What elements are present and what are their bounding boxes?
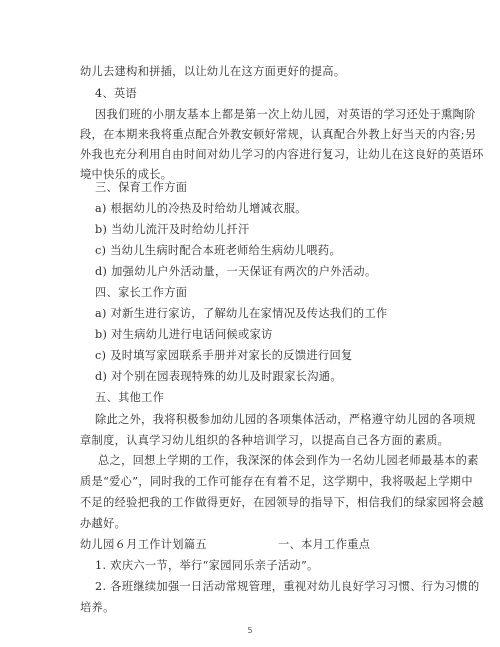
section-heading-english: 4、英语 bbox=[95, 87, 138, 100]
page-number: 5 bbox=[247, 626, 253, 635]
paragraph-line: 外我也充分利用自由时间对幼儿学习的内容进行复习，让幼儿在这良好的英语环 bbox=[80, 148, 484, 161]
paragraph-line: 办越好。 bbox=[80, 517, 127, 530]
paragraph-line: 2. 各班继续加强一日活动常规管理，重视对幼儿良好学习习惯、行为习惯的 bbox=[95, 580, 480, 593]
paragraph-line: 境中快乐的成长。 bbox=[80, 168, 173, 181]
list-item: a) 对新生进行家访，了解幼儿在家情况及传达我们的工作 bbox=[95, 307, 388, 320]
paragraph-line: 幼儿去建构和拼插，以让幼儿在这方面更好的提高。 bbox=[80, 65, 346, 78]
paragraph-line: 总之，回想上学期的工作，我深深的体会到作为一名幼儿园老师最基本的素 bbox=[98, 454, 479, 467]
plan-subheading: 一、本月工作重点 bbox=[278, 538, 371, 551]
paragraph-line: 除此之外，我将积极参加幼儿园的各项集体活动，严格遵守幼儿园的各项规 bbox=[95, 413, 476, 426]
plan-title: 幼儿园６月工作计划篇五 bbox=[80, 538, 207, 551]
list-item: c) 及时填写家园联系手册并对家长的反馈进行回复 bbox=[95, 349, 353, 362]
paragraph-line: 段，在本期来我将重点配合外教安顿好常规，认真配合外教上好当天的内容;另 bbox=[80, 128, 477, 141]
paragraph-line: 不足的经验把我的工作做得更好，在园领导的指导下，相信我们的绿家园将会越 bbox=[80, 496, 484, 509]
paragraph-line: 章制度，认真学习幼儿组织的各种培训学习，以提高自己各方面的素质。 bbox=[80, 434, 450, 447]
section-heading-parents: 四、家长工作方面 bbox=[95, 286, 188, 299]
paragraph-line: 因我们班的小朋友基本上都是第一次上幼儿园，对英语的学习还处于熏陶阶 bbox=[95, 108, 476, 121]
list-item: a) 根据幼儿的冷热及时给幼儿增减衣服。 bbox=[95, 202, 307, 215]
list-item: d) 加强幼儿户外活动量，一天保证有两次的户外活动。 bbox=[95, 265, 377, 278]
section-heading-care: 三、保育工作方面 bbox=[95, 181, 188, 194]
paragraph-line: 培养。 bbox=[80, 601, 115, 614]
paragraph-line: 质是“爱心”，同时我的工作可能存在有着不足，这学期中，我将吸起上学期中 bbox=[80, 475, 473, 488]
list-item: c) 当幼儿生病时配合本班老师给生病幼儿喂药。 bbox=[95, 244, 341, 257]
list-item: 1. 欢庆六一节，举行“家园同乐亲子活动”。 bbox=[95, 559, 319, 572]
section-heading-other: 五、其他工作 bbox=[95, 391, 165, 404]
list-item: d) 对个别在园表现特殊的幼儿及时跟家长沟通。 bbox=[95, 370, 342, 383]
list-item: b) 对生病幼儿进行电话问候或家访 bbox=[95, 328, 273, 341]
list-item: b) 当幼儿流汗及时给幼儿扦汗 bbox=[95, 223, 250, 236]
